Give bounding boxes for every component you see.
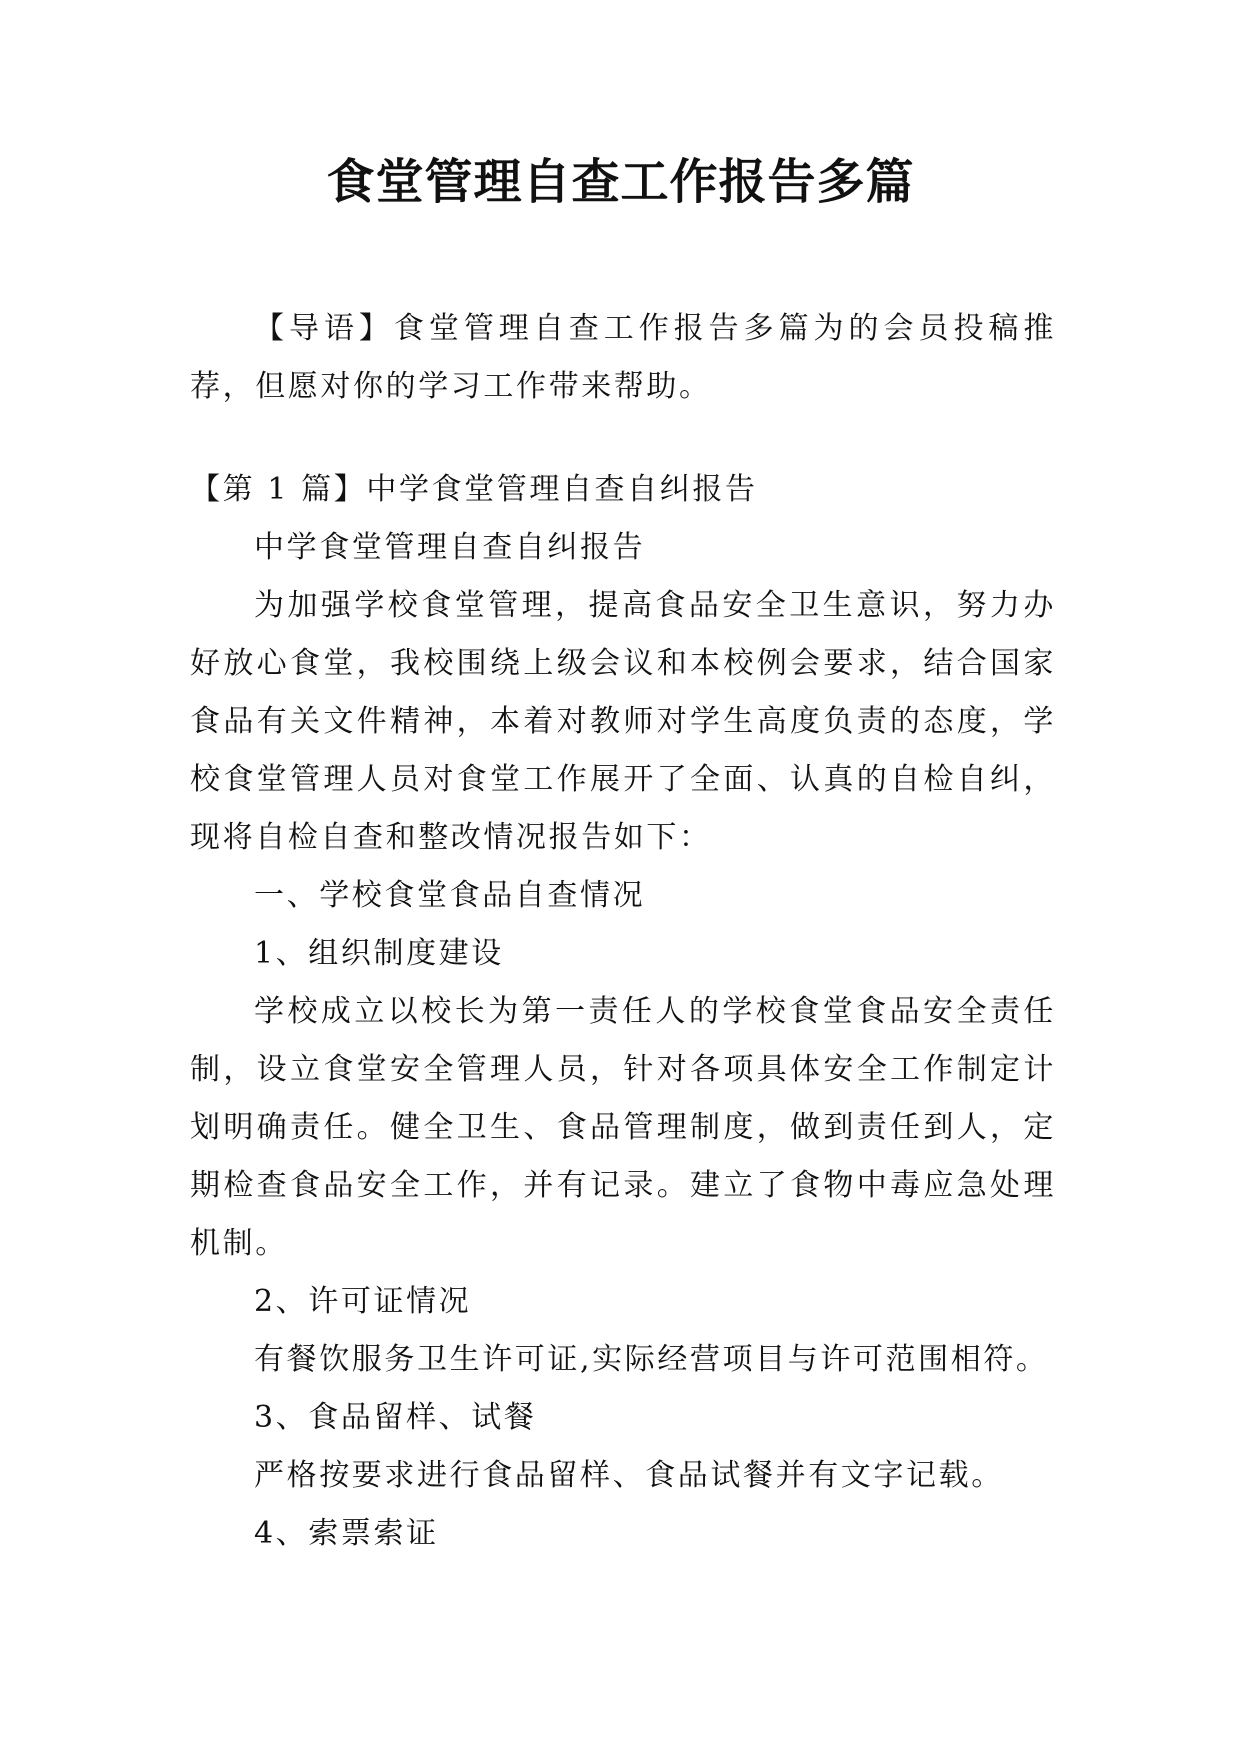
- paragraph: 严格按要求进行食品留样、食品试餐并有文字记载。: [254, 1458, 1004, 1493]
- paragraph: 为加强学校食堂管理，提高食品安全卫生意识，努力办好放心食堂，我校围绕上级会议和本校例会要求，结合国家食品有关文件精神，本着对教师对学生高度负责的态度，学校食堂管理人员对食堂工作展开了全面、认真的自检自纠，现将自检自查和整改情况报告如下：: [190, 588, 1056, 855]
- paragraph: 有餐饮服务卫生许可证,实际经营项目与许可范围相符。: [254, 1342, 1049, 1377]
- paragraph: 3、食品留样、试餐: [254, 1400, 537, 1435]
- section-heading: 【第 1 篇】中学食堂管理自查自纠报告: [190, 472, 758, 507]
- paragraph: 学校成立以校长为第一责任人的学校食堂食品安全责任制，设立食堂安全管理人员，针对各项具体安全工作制定计划明确责任。健全卫生、食品管理制度，做到责任到人，定期检查食品安全工作，并有记录。建立了食物中毒应急处理机制。: [190, 994, 1056, 1261]
- intro-section: [190, 300, 1056, 416]
- document-title: 食堂管理自查工作报告多篇: [326, 154, 915, 210]
- paragraph: 2、许可证情况: [254, 1284, 472, 1319]
- paragraph: 1、组织制度建设: [254, 936, 504, 971]
- paragraph: 中学食堂管理自查自纠报告: [254, 530, 646, 565]
- intro-paragraph: 【导语】食堂管理自查工作报告多篇为的会员投稿推荐，但愿对你的学习工作带来帮助。: [190, 311, 1056, 404]
- paragraph: 4、索票索证: [254, 1516, 439, 1551]
- article-body: [190, 461, 1056, 1563]
- paragraph: 一、学校食堂食品自查情况: [254, 878, 646, 913]
